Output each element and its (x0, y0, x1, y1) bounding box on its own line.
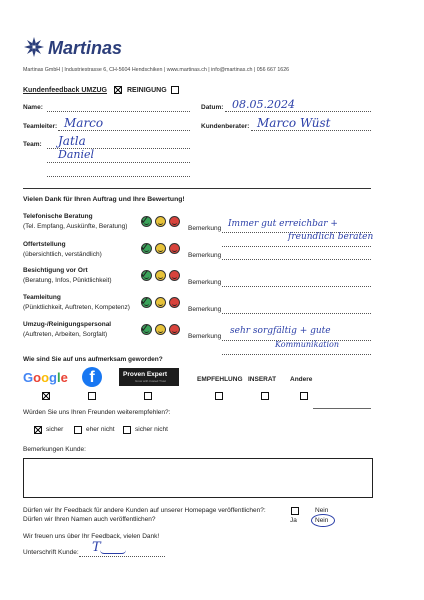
rating-title: Umzug-/Reinigungspersonal (23, 321, 112, 328)
smiley-good-icon[interactable] (140, 213, 152, 227)
rating-title: Offertstellung (23, 241, 66, 248)
source-question: Wie sind Sie auf uns aufmerksam geworden? (23, 356, 163, 363)
smiley-neutral-icon[interactable] (155, 243, 166, 254)
signature-line[interactable] (79, 556, 165, 557)
smiley-mouth (172, 249, 177, 252)
smiley-good-icon[interactable] (140, 294, 152, 308)
name-line[interactable] (47, 111, 190, 112)
datum-line[interactable] (225, 111, 371, 112)
bemerkung-label: Bemerkung (188, 306, 222, 313)
signature-value: T (92, 540, 101, 555)
signature-label: Unterschrift Kunde: (23, 549, 79, 556)
recommend-question: Würden Sie uns Ihren Freunden weiterempfehlen?: (23, 409, 171, 416)
publish-nein-label: Nein (315, 507, 329, 514)
bemerkung-handwriting: sehr sorgfältig + gute (230, 326, 331, 336)
publish-question-1: Dürfen wir Ihr Feedback für andere Kunden auf unserer Homepage veröffentlichen?: (23, 507, 266, 514)
logo (23, 36, 173, 60)
divider (23, 188, 371, 189)
team-line-2[interactable] (47, 162, 190, 163)
rating-title: Besichtigung vor Ort (23, 267, 88, 274)
publish-ja-checkbox[interactable] (291, 507, 299, 515)
bemerkung-label: Bemerkung (188, 252, 222, 259)
bemerkung-label: Bemerkung (188, 333, 222, 340)
provenexpert-logo: Proven Expert Grow with trusted Trust (119, 368, 179, 386)
recommend-eher-nicht-checkbox[interactable] (74, 426, 82, 434)
remarks-box[interactable] (23, 458, 373, 498)
google-logo: Google (23, 370, 68, 385)
team-value-1: Jatla (58, 134, 86, 148)
recommend-eher-nicht-label: eher nicht (86, 426, 115, 433)
checkmark-icon: ✓ (140, 321, 151, 335)
facebook-icon: f (82, 367, 102, 387)
checkmark-icon: ✓ (140, 240, 151, 254)
empfehlung-checkbox[interactable] (215, 392, 223, 400)
rating-subtitle: (Beratung, Infos, Pünktlichkeit) (23, 277, 112, 284)
smiley-good-icon[interactable] (140, 321, 152, 335)
rating-subtitle: (Tel. Empfang, Auskünfte, Beratung) (23, 223, 128, 230)
publish-nein-circle (311, 514, 335, 527)
smiley-mouth (158, 249, 163, 252)
kundenberater-value: Marco Wüst (257, 116, 331, 130)
closing-text: Wir freuen uns über Ihr Feedback, vielen Dank! (23, 533, 160, 540)
bemerkung-handwriting: freundlich beraten (288, 232, 374, 242)
reinigung-label: REINIGUNG (127, 87, 167, 94)
andere-line[interactable] (313, 408, 371, 409)
rating-subtitle: (Pünktlichkeit, Auftreten, Kompetenz) (23, 304, 130, 311)
name-label: Name: (23, 104, 43, 111)
andere-label: Andere (290, 376, 313, 383)
kundenberater-line[interactable] (251, 130, 371, 131)
reinigung-checkbox[interactable] (171, 86, 179, 94)
checkmark-icon: ✓ (140, 213, 151, 227)
rating-subtitle: (übersichtlich, verständlich) (23, 251, 102, 258)
smiley-bad-icon[interactable] (169, 216, 180, 227)
datum-value: 08.05.2024 (232, 98, 295, 111)
smiley-neutral-icon[interactable] (155, 297, 166, 308)
bemerkung-line[interactable] (222, 354, 371, 355)
smiley-neutral-icon[interactable] (155, 324, 166, 335)
recommend-sicher-label: sicher (46, 426, 64, 433)
google-checkbox[interactable] (42, 392, 50, 400)
bemerkung-label: Bemerkung (188, 279, 222, 286)
smiley-bad-icon[interactable] (169, 243, 180, 254)
team-value-2: Daniel (58, 148, 95, 161)
smiley-neutral-icon[interactable] (155, 270, 166, 281)
smiley-bad-icon[interactable] (169, 324, 180, 335)
logo-snowflake-icon (23, 36, 45, 58)
umzug-checkbox[interactable] (114, 86, 122, 94)
smiley-mouth (172, 330, 177, 333)
bemerkung-line[interactable] (222, 246, 371, 247)
facebook-checkbox[interactable] (88, 392, 96, 400)
smiley-mouth (172, 222, 177, 225)
publish-question-2: Dürfen wir Ihren Namen auch veröffentlichen? (23, 516, 156, 523)
smiley-mouth (158, 330, 163, 333)
remarks-label: Bemerkungen Kunde: (23, 446, 86, 453)
bemerkung-line[interactable] (222, 313, 371, 314)
provenexpert-checkbox[interactable] (144, 392, 152, 400)
rating-subtitle: (Auftreten, Arbeiten, Sorgfalt) (23, 331, 108, 338)
team-label: Team: (23, 141, 42, 148)
thanks-text: Vielen Dank für Ihren Auftrag und Ihre Bewertung! (23, 196, 185, 203)
bemerkung-handwriting: Kommunikation (275, 340, 339, 349)
smiley-mouth (158, 222, 163, 225)
teamleiter-value: Marco (64, 116, 104, 130)
kundenberater-label: Kundenberater: (201, 123, 250, 130)
andere-checkbox[interactable] (300, 392, 308, 400)
recommend-sicher-nicht-checkbox[interactable] (123, 426, 131, 434)
smiley-bad-icon[interactable] (169, 270, 180, 281)
smiley-mouth (172, 303, 177, 306)
publish-nein-label-2: Nein (315, 517, 329, 524)
brand-name: Martinas (48, 38, 123, 58)
publish-ja-label: Ja (290, 517, 297, 524)
inserat-checkbox[interactable] (261, 392, 269, 400)
signature-stroke (100, 550, 126, 554)
datum-label: Datum: (201, 104, 224, 111)
smiley-mouth (172, 276, 177, 279)
bemerkung-line[interactable] (222, 259, 371, 260)
checkmark-icon: ✓ (140, 267, 151, 281)
rating-title: Telefonische Beratung (23, 213, 93, 220)
company-info: Martinas GmbH | Industriestrasse 6, CH-5604 Hendschiken | www.martinas.ch | info@martinas.ch | 056 667 1626 (23, 67, 290, 73)
teamleiter-line[interactable] (58, 130, 190, 131)
inserat-label: INSERAT (248, 376, 277, 383)
smiley-mouth (158, 276, 163, 279)
bemerkung-handwriting: Immer gut erreichbar + (228, 219, 338, 229)
recommend-sicher-nicht-label: sicher nicht (135, 426, 168, 433)
bemerkung-label: Bemerkung (188, 225, 222, 232)
teamleiter-label: Teamleiter: (23, 123, 58, 130)
bemerkung-line[interactable] (222, 286, 371, 287)
team-line-3[interactable] (47, 176, 190, 177)
recommend-sicher-checkbox[interactable] (34, 426, 42, 434)
form-title: Kundenfeedback UMZUG (23, 87, 108, 94)
smiley-good-icon[interactable] (140, 267, 152, 281)
empfehlung-label: EMPFEHLUNG (197, 376, 243, 383)
smiley-good-icon[interactable] (140, 240, 152, 254)
rating-title: Teamleitung (23, 294, 61, 301)
smiley-mouth (158, 303, 163, 306)
smiley-bad-icon[interactable] (169, 297, 180, 308)
checkmark-icon: ✓ (140, 294, 151, 308)
smiley-neutral-icon[interactable] (155, 216, 166, 227)
